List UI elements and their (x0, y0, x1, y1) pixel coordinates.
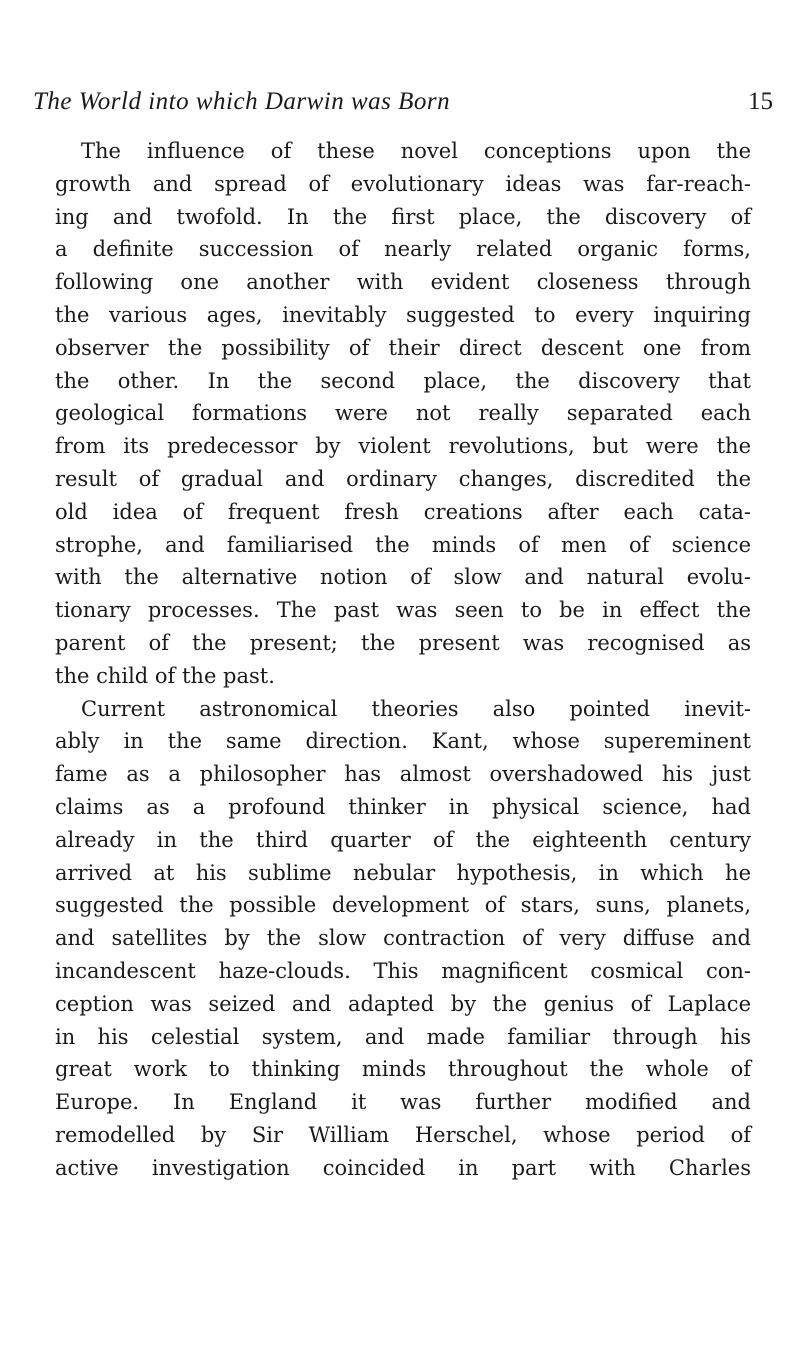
text-line: great work to thinking minds throughout the whole of (55, 1057, 751, 1082)
text-line: in his celestial system, and made familiar through his (55, 1024, 751, 1049)
text-line: Current astronomical theories also pointed inevit- (81, 696, 751, 721)
text-line: already in the third quarter of the eighteenth century (55, 827, 751, 852)
body-text (55, 135, 751, 1185)
text-line: observer the possibility of their direct descent one from (55, 335, 751, 360)
text-line: fame as a philosopher has almost overshadowed his just (55, 762, 751, 787)
text-line: old idea of frequent fresh creations after each cata- (55, 499, 751, 524)
text-line: geological formations were not really separated each (55, 401, 751, 426)
text-line: strophe, and familiarised the minds of men of science (55, 532, 751, 557)
text-line: and satellites by the slow contraction of very diffuse and (55, 926, 751, 951)
text-line: result of gradual and ordinary changes, discredited the (55, 466, 751, 491)
running-head-title: The World into which Darwin was Born (33, 88, 451, 115)
paragraph-2 (55, 693, 751, 1185)
text-line: incandescent haze-clouds. This magnificent cosmical con- (55, 958, 751, 983)
text-line: parent of the present; the present was recognised as (55, 630, 751, 655)
running-head (33, 88, 773, 122)
text-line: ably in the same direction. Kant, whose supereminent (55, 729, 751, 754)
text-line: active investigation coincided in part with Charles (55, 1155, 751, 1180)
text-line: claims as a profound thinker in physical science, had (55, 794, 751, 819)
text-line: the various ages, inevitably suggested to every inquiring (55, 302, 751, 327)
text-line: the other. In the second place, the discovery that (55, 368, 751, 393)
text-line: Europe. In England it was further modified and (55, 1090, 751, 1115)
text-line: from its predecessor by violent revolutions, but were the (55, 434, 751, 459)
text-line: tionary processes. The past was seen to be in effect the (55, 598, 751, 623)
text-line: with the alternative notion of slow and natural evolu- (55, 565, 751, 590)
text-line: remodelled by Sir William Herschel, whose period of (55, 1122, 751, 1147)
text-line: The influence of these novel conceptions upon the (81, 139, 751, 163)
text-line: ing and twofold. In the first place, the discovery of (55, 204, 751, 229)
page-number: 15 (748, 88, 773, 115)
text-line: growth and spread of evolutionary ideas was far-reach- (55, 171, 751, 196)
text-line: ception was seized and adapted by the genius of Laplace (55, 991, 751, 1016)
text-line: the child of the past. (55, 663, 275, 688)
text-line: suggested the possible development of stars, suns, planets, (55, 893, 751, 918)
text-line: arrived at his sublime nebular hypothesis, in which he (55, 860, 751, 885)
text-line: following one another with evident closeness through (55, 270, 751, 295)
text-line: a definite succession of nearly related organic forms, (55, 237, 751, 262)
paragraph-1 (55, 135, 751, 693)
